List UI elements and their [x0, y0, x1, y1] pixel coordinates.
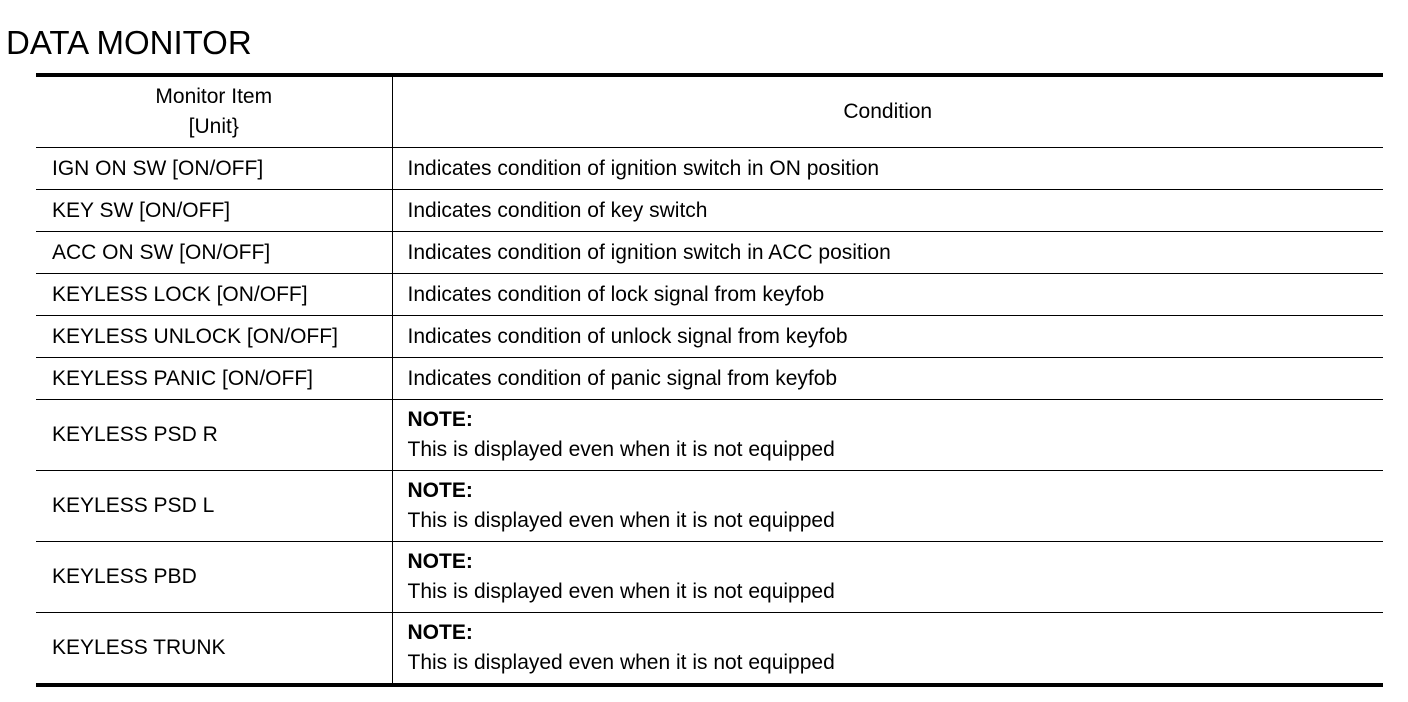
monitor-item-cell: KEYLESS LOCK [ON/OFF]	[36, 274, 392, 316]
data-monitor-table-container	[36, 73, 1383, 687]
monitor-item-cell: KEY SW [ON/OFF]	[36, 190, 392, 232]
note-label: NOTE:	[407, 408, 473, 431]
condition-cell: Indicates condition of ignition switch in ON position	[392, 148, 1383, 190]
table-row	[36, 232, 1383, 274]
page-title: DATA MONITOR	[6, 24, 252, 62]
condition-cell: Indicates condition of key switch	[392, 190, 1383, 232]
table-row	[36, 190, 1383, 232]
condition-cell	[392, 613, 1383, 686]
condition-cell	[392, 542, 1383, 613]
monitor-item-header-label: Monitor Item	[155, 85, 273, 108]
note-text: This is displayed even when it is not equipped	[407, 438, 835, 461]
condition-cell	[392, 471, 1383, 542]
table-body	[36, 148, 1383, 686]
note-label: NOTE:	[407, 479, 473, 502]
note-label: NOTE:	[407, 550, 473, 573]
monitor-item-cell: KEYLESS PSD R	[36, 400, 392, 471]
data-monitor-table	[36, 73, 1383, 687]
monitor-item-cell: KEYLESS TRUNK	[52, 636, 226, 659]
table-row	[36, 316, 1383, 358]
monitor-item-cell: KEYLESS PBD	[36, 542, 392, 613]
monitor-item-cell: KEYLESS PSD L	[36, 471, 392, 542]
table-row	[36, 613, 1383, 686]
table-row	[36, 400, 1383, 471]
monitor-item-cell: KEYLESS UNLOCK [ON/OFF]	[36, 316, 392, 358]
table-header-row	[36, 75, 1383, 148]
condition-cell: Indicates condition of unlock signal from keyfob	[392, 316, 1383, 358]
monitor-item-cell: KEYLESS PANIC [ON/OFF]	[36, 358, 392, 400]
monitor-item-cell: IGN ON SW [ON/OFF]	[36, 148, 392, 190]
table-row	[36, 542, 1383, 613]
condition-cell: Indicates condition of lock signal from keyfob	[392, 274, 1383, 316]
condition-cell: Indicates condition of panic signal from keyfob	[392, 358, 1383, 400]
table-header	[36, 75, 1383, 148]
table-row	[36, 358, 1383, 400]
note-text: This is displayed even when it is not equipped	[407, 651, 835, 674]
monitor-item-column-header	[36, 75, 392, 148]
condition-cell: Indicates condition of ignition switch in ACC position	[392, 232, 1383, 274]
note-label: NOTE:	[407, 621, 473, 644]
monitor-item-header-unit: [Unit}	[188, 115, 239, 138]
note-text: This is displayed even when it is not equipped	[407, 509, 835, 532]
condition-column-header: Condition	[392, 75, 1383, 148]
monitor-item-cell: ACC ON SW [ON/OFF]	[36, 232, 392, 274]
table-row	[36, 274, 1383, 316]
table-row	[36, 471, 1383, 542]
condition-cell	[392, 400, 1383, 471]
note-text: This is displayed even when it is not equipped	[407, 580, 835, 603]
table-row	[36, 148, 1383, 190]
